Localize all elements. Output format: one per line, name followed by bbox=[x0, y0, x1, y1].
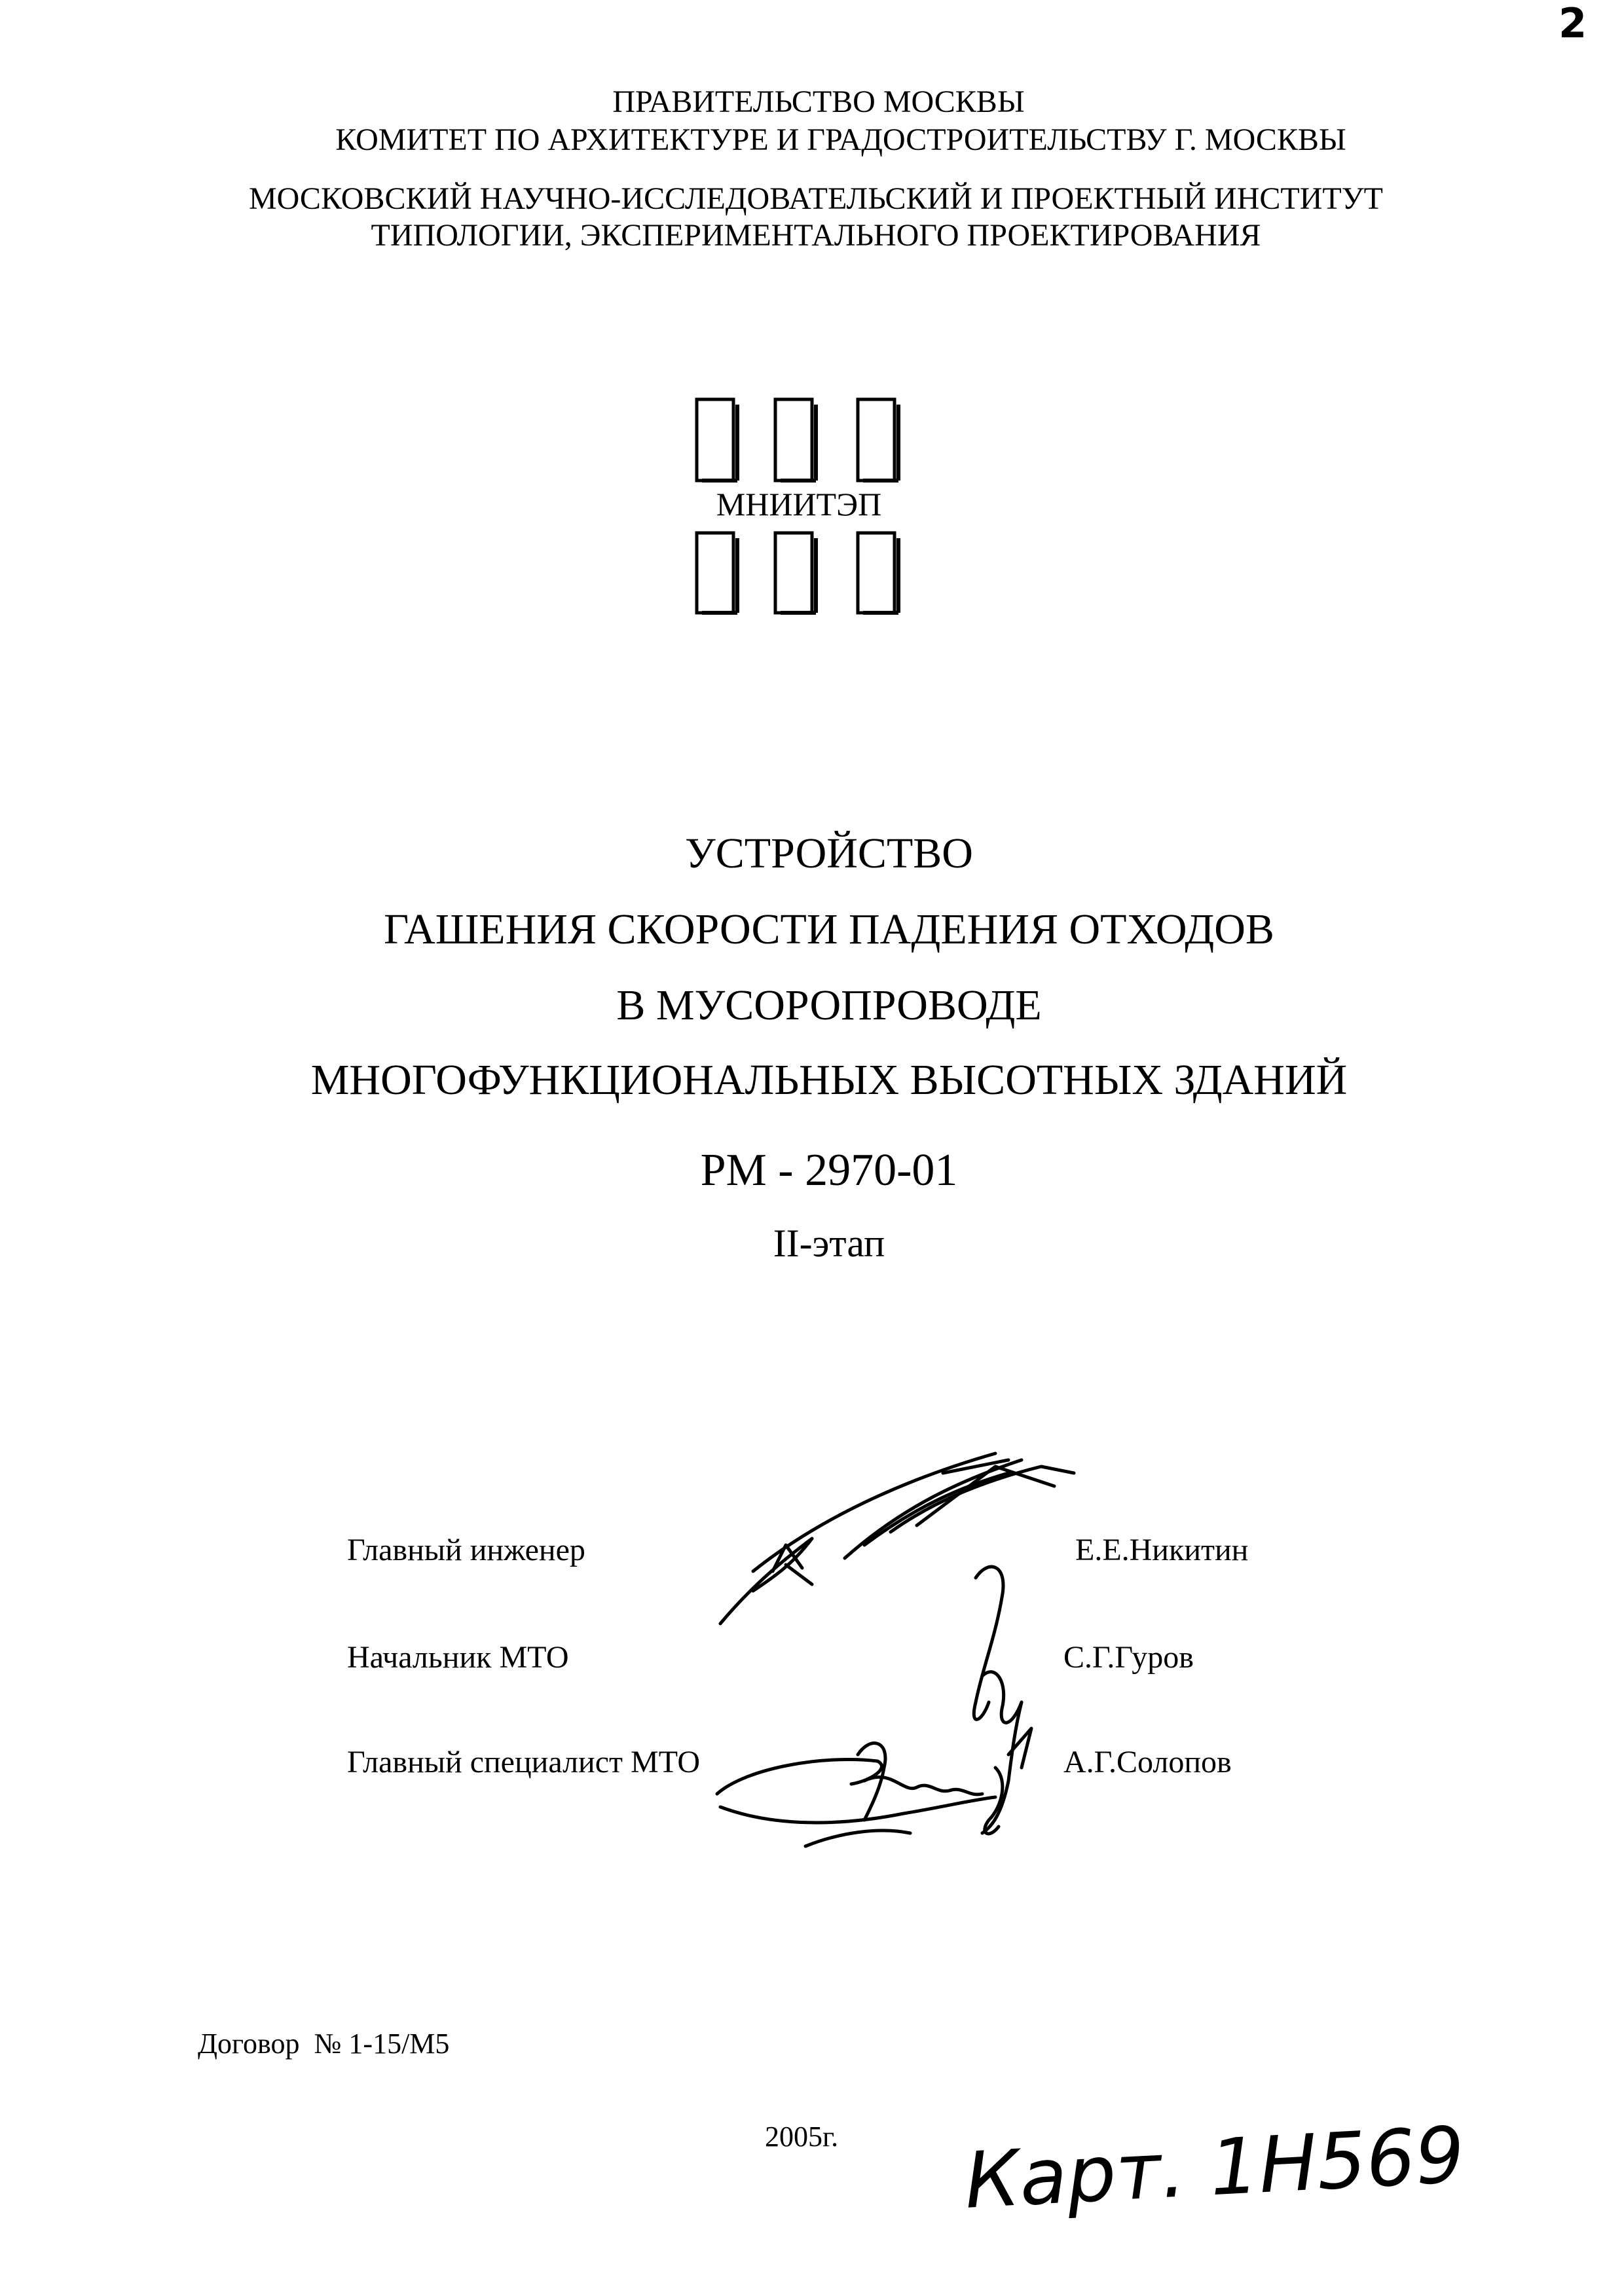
title-line3: В МУСОРОПРОВОДЕ bbox=[616, 981, 1042, 1029]
handwritten-registration-note: Карт. 1Н569 bbox=[962, 2109, 1467, 2226]
logo-text: МНИИТЭП bbox=[716, 486, 882, 522]
signatory-name-2: С.Г.Гуров bbox=[1063, 1640, 1194, 1675]
signatory-position-1: Главный инженер bbox=[347, 1533, 585, 1567]
title-line2: ГАШЕНИЯ СКОРОСТИ ПАДЕНИЯ ОТХОДОВ bbox=[384, 905, 1274, 953]
signatory-name-1: Е.Е.Никитин bbox=[1075, 1533, 1249, 1567]
signatory-position-2: Начальник МТО bbox=[347, 1640, 569, 1675]
contract-number: Договор № 1-15/М5 bbox=[198, 2028, 450, 2060]
signature-chief-specialist bbox=[717, 1728, 1031, 1846]
signatory-position-3: Главный специалист МТО bbox=[347, 1745, 701, 1779]
header-government: ПРАВИТЕЛЬСТВО МОСКВЫ bbox=[612, 84, 1025, 119]
header-committee: КОМИТЕТ ПО АРХИТЕКТУРЕ И ГРАДОСТРОИТЕЛЬСТВУ Г. МОСКВЫ bbox=[335, 122, 1346, 157]
signatory-name-3: А.Г.Солопов bbox=[1063, 1745, 1232, 1779]
header-institute-line1: МОСКОВСКИЙ НАУЧНО-ИССЛЕДОВАТЕЛЬСКИЙ И ПРОЕКТНЫЙ ИНСТИТУТ bbox=[249, 181, 1383, 216]
stage-label: II-этап bbox=[773, 1222, 885, 1265]
header-institute-line2: ТИПОЛОГИИ, ЭКСПЕРИМЕНТАЛЬНОГО ПРОЕКТИРОВАНИЯ bbox=[371, 218, 1261, 253]
year: 2005г. bbox=[765, 2121, 839, 2153]
document-code: РМ - 2970-01 bbox=[700, 1145, 958, 1195]
page-number-mark: 2 bbox=[1559, 0, 1587, 47]
title-line4: МНОГОФУНКЦИОНАЛЬНЫХ ВЫСОТНЫХ ЗДАНИЙ bbox=[310, 1056, 1348, 1104]
title-line1: УСТРОЙСТВО bbox=[685, 829, 973, 877]
signature-chief-engineer bbox=[720, 1453, 1074, 1624]
